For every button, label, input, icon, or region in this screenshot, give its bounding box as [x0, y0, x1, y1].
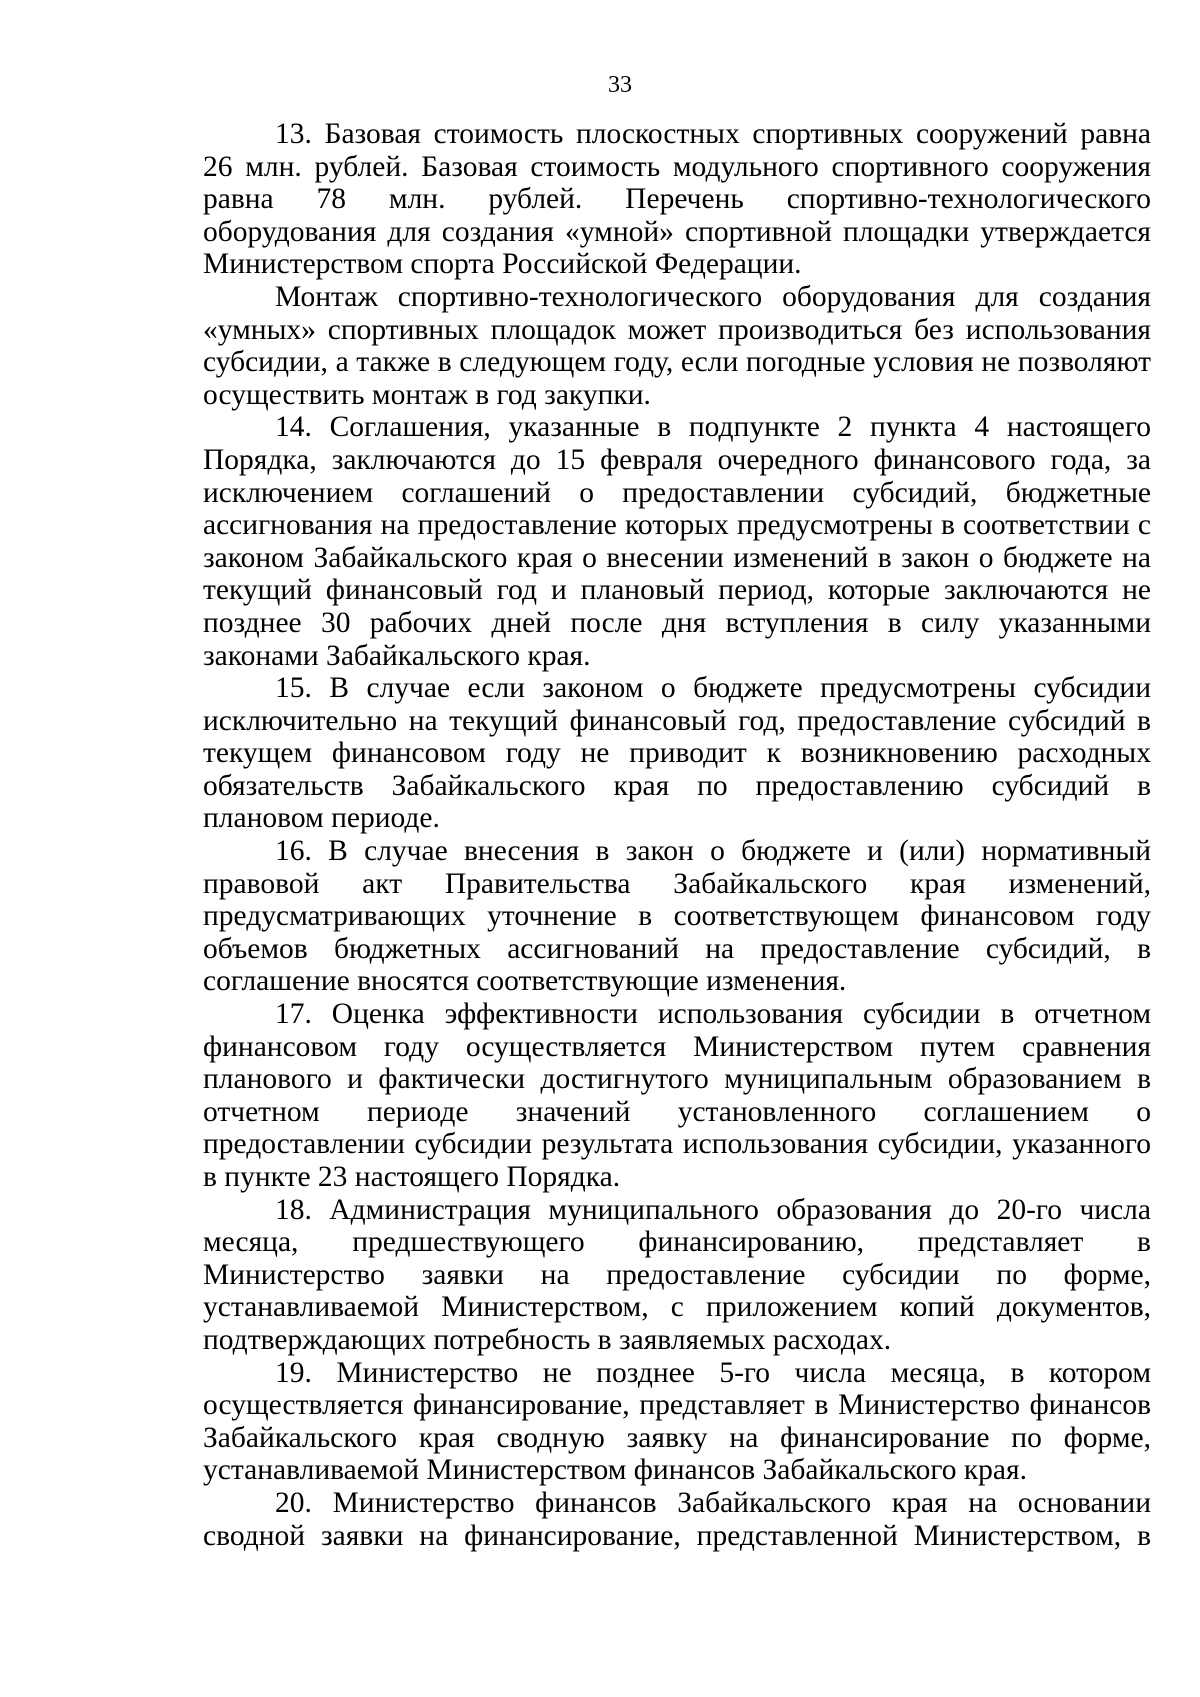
page-number: 33: [608, 72, 632, 98]
paragraph-14: 14. Соглашения, указанные в подпункте 2 пункта 4 настоящего Порядка, заключаются до 15 февраля очередного финансового года, за исключением соглашений о предоставлении субсидий, бюджетные ассигнования на предоставление которых предусмотрены в соответствии с законом Забайкальского края о внесении изменений в закон о бюджете на текущий финансовый год и плановый период, которые заключаются не позднее 30 рабочих дней после дня вступления в силу указанными законами Забайкальского края.: [203, 411, 1151, 672]
document-body: [203, 118, 1151, 1552]
paragraph-15: 15. В случае если законом о бюджете предусмотрены субсидии исключительно на текущий финансовый год, предоставление субсидий в текущем финансовом году не приводит к возникновению расходных обязательств Забайкальского края по предоставлению субсидий в плановом периоде.: [203, 672, 1151, 835]
paragraph-19: 19. Министерство не позднее 5-го числа месяца, в котором осуществляется финансирование, представляет в Министерство финансов Забайкальского края сводную заявку на финансирование по форме, устанавливаемой Министерством финансов Забайкальского края.: [203, 1356, 1151, 1487]
paragraph-16: 16. В случае внесения в закон о бюджете и (или) нормативный правовой акт Правительства Забайкальского края изменений, предусматривающих уточнение в соответствующем финансовом году объемов бюджетных ассигнований на предоставление субсидий, в соглашение вносятся соответствующие изменения.: [203, 835, 1151, 998]
paragraph-17: 17. Оценка эффективности использования субсидии в отчетном финансовом году осуществляется Министерством путем сравнения планового и фактически достигнутого муниципальным образованием в отчетном периоде значений установленного соглашением о предоставлении субсидии результата использования субсидии, указанного в пункте 23 настоящего Порядка.: [203, 998, 1151, 1193]
paragraph-18: 18. Администрация муниципального образования до 20-го числа месяца, предшествующего финансированию, представляет в Министерство заявки на предоставление субсидии по форме, устанавливаемой Министерством, с приложением копий документов, подтверждающих потребность в заявляемых расходах.: [203, 1193, 1151, 1356]
paragraph-20: 20. Министерство финансов Забайкальского края на основании сводной заявки на финансирование, представленной Министерством, в: [203, 1486, 1151, 1552]
paragraph-13-continued: Монтаж спортивно-технологического оборудования для создания «умных» спортивных площадок может производиться без использования субсидии, а также в следующем году, если погодные условия не позволяют осуществить монтаж в год закупки.: [203, 280, 1151, 411]
paragraph-13: 13. Базовая стоимость плоскостных спортивных сооружений равна 26 млн. рублей. Базовая стоимость модульного спортивного сооружения равна 78 млн. рублей. Перечень спортивно-технологического оборудования для создания «умной» спортивной площадки утверждается Министерством спорта Российской Федерации.: [203, 118, 1151, 281]
